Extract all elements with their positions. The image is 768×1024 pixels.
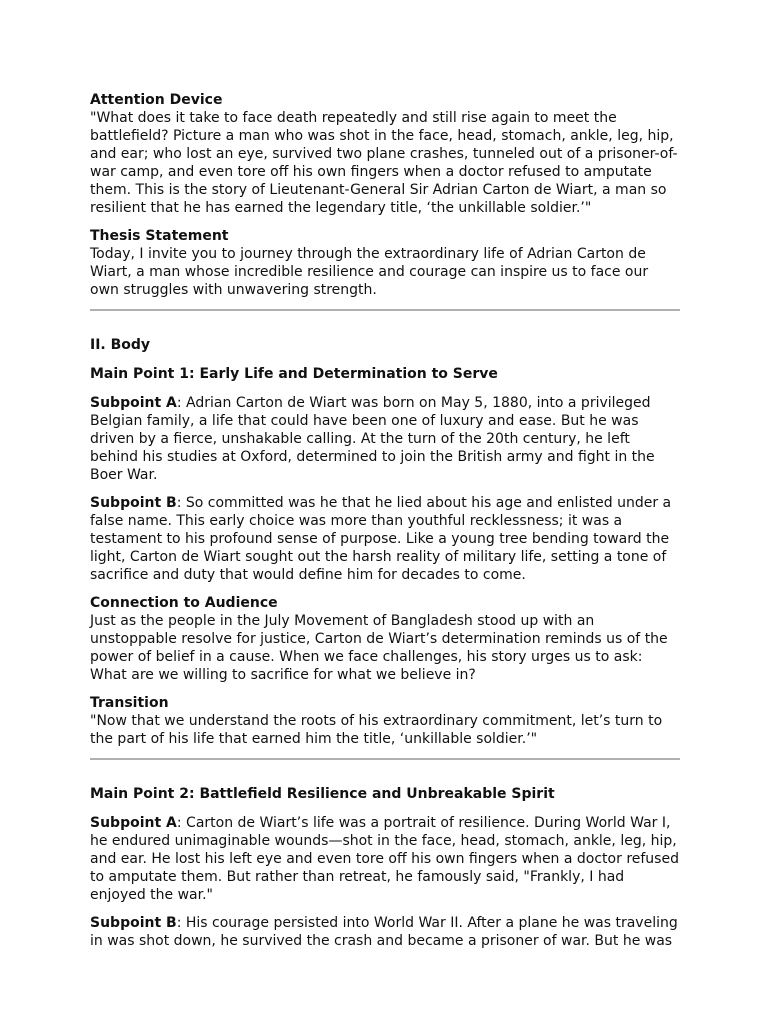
- mp1-subpoint-a: [90, 394, 680, 484]
- thesis-heading: Thesis Statement: [90, 228, 229, 244]
- connection-heading: Connection to Audience: [90, 595, 278, 611]
- connection-text: Just as the people in the July Movement of Bangladesh stood up with an unstoppable resolve for justice, Carton de Wiart’s determination reminds us of the power of belief in a cause. When we face challenges, his story urges us to ask: What are we willing to sacrifice for what we believe in?: [90, 613, 668, 683]
- thesis-text: Today, I invite you to journey through the extraordinary life of Adrian Carton de Wiart, a man whose incredible resilience and courage can inspire us to face our own struggles with unwavering strength.: [90, 246, 649, 298]
- attention-heading: Attention Device: [90, 92, 223, 108]
- section-divider: [90, 309, 680, 311]
- main-point-2-heading: Main Point 2: Battlefield Resilience and Unbreakable Spirit: [90, 786, 555, 802]
- mp2-subpoint-b-text: : His courage persisted into World War II. After a plane he was traveling in was shot down, he survived the crash and became a prisoner of war. But he was: [90, 915, 678, 949]
- document-page: [90, 91, 680, 950]
- mp2-subpoint-a-text: : Carton de Wiart’s life was a portrait of resilience. During World War I, he endured unimaginable wounds—shot in the face, head, stomach, ankle, leg, hip, and ear. He lost his left eye and even tore off his own fingers when a doctor refused to amputate them. But rather than retreat, he famously said, "Frankly, I had enjoyed the war.": [90, 815, 679, 903]
- main-point-1-heading: Main Point 1: Early Life and Determination to Serve: [90, 366, 498, 382]
- connection-section: [90, 594, 680, 684]
- mp1-subpoint-b-label: Subpoint B: [90, 495, 177, 511]
- transition-text: "Now that we understand the roots of his extraordinary commitment, let’s turn to the part of his life that earned him the title, ‘unkillable soldier.’": [90, 713, 663, 747]
- mp1-subpoint-b: [90, 494, 680, 584]
- mp1-subpoint-a-label: Subpoint A: [90, 395, 177, 411]
- mp1-subpoint-a-text: : Adrian Carton de Wiart was born on May 5, 1880, into a privileged Belgian family, a life that could have been one of luxury and ease. But he was driven by a fierce, unshakable calling. At the turn of the 20th century, he left behind his studies at Oxford, determined to join the British army and fight in the Boer War.: [90, 395, 655, 483]
- mp2-subpoint-b: [90, 914, 680, 950]
- thesis-section: [90, 227, 680, 299]
- mp2-subpoint-a: [90, 814, 680, 904]
- section-divider: [90, 758, 680, 760]
- transition-heading: Transition: [90, 695, 169, 711]
- mp2-subpoint-b-label: Subpoint B: [90, 915, 177, 931]
- attention-section: [90, 91, 680, 217]
- attention-text: "What does it take to face death repeatedly and still rise again to meet the battlefield? Picture a man who was shot in the face, head, stomach, ankle, leg, hip, and ear; who lost an eye, survived two plane crashes, tunneled out of a prisoner-of-war camp, and even tore off his own fingers when a doctor refused to amputate them. This is the story of Lieutenant-General Sir Adrian Carton de Wiart, a man so resilient that he has earned the legendary title, ‘the unkillable soldier.’": [90, 110, 678, 216]
- transition-section: [90, 694, 680, 748]
- mp1-subpoint-b-text: : So committed was he that he lied about his age and enlisted under a false name. This early choice was more than youthful recklessness; it was a testament to his profound sense of purpose. Like a young tree bending toward the light, Carton de Wiart sought out the harsh reality of military life, setting a tone of sacrifice and duty that would define him for decades to come.: [90, 495, 672, 583]
- mp2-subpoint-a-label: Subpoint A: [90, 815, 177, 831]
- body-heading: II. Body: [90, 337, 151, 353]
